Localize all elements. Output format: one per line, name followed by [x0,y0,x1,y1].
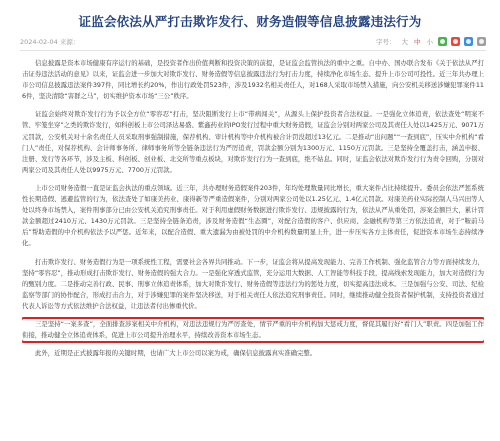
font-size-small[interactable]: 小 [426,37,433,46]
article-paragraph: 证监会始终对欺诈发行行为予以全方位“零容忍”打击，坚决阻断发行上市“带病闯关”，从源头上保护投资者合法权益。一是强化立体追责，依法查处“明案不管、牢笼坐穿”之类的欺诈发行，如科创板上市公司泽达易盛、紫鑫药业的IPO发行过程中重大财务造假，证监会分别对两家公司及其责任人处以1425万元、9071万元罚款，公安机关对十余名责任人员采取刑事强制措施，保荐机构、审计机构等中介机构被合计罚没超过13亿元。二是推动“出问题”“一查到底”，压实中介机构“看门人”责任，对保荐机构、会计师事务所、律师事务所等全链条违法行为严厉追责，罚款金额分别为1300万元、1150万元罚款。三是坚持全覆盖打击，涵盖申报、注册、发行等各环节，涉及主板、科创板、创业板、北交所等重点板块，对欺诈发行行为一查到底，绝不姑息。同时，证监会依法对欺诈发行行为责令回购，分别对两家公司及其责任人处以9975万元、7700万元罚款。 [22,110,484,174]
font-size-label: 字号： [376,37,396,46]
copy-link-icon[interactable] [477,37,486,46]
article-meta [20,34,486,48]
wechat-icon[interactable] [438,37,447,46]
font-size-medium[interactable]: 中 [414,37,421,46]
weibo-icon[interactable] [451,37,460,46]
highlighted-paragraph: 三是坚持“一案多查”，全面排查涉案相关中介机构，对违法违规行为严厉查处，情节严重的中介机构加大惩戒力度，督促其履行好“看门人”职责。四是加强工作衔接，推动健全立体追责体系，促进上市公司提升治理水平，持续改善资本市场生态。 [22,319,484,341]
article-toolbar [376,37,486,46]
article-paragraph: 上市公司财务造假一直是证监会执法的重点领域。近三年，共办理财务造假案件203件，年均处理数量同比增长，重大案件占比持续提升。委员会依法严惩系统性长期造假、逃避监管的行为，依法查处了如康美药业、康得新等严重造假案件，分别对两家公司处以1.25亿元、1.4亿元罚款。对康美药业实际控制人马兴田等人处以终身市场禁入，案件刑事部分已由公安机关追究刑事责任。对于利用虚假财务数据进行欺诈发行、违规披露的行为，依法从严从重处罚，涉案金额巨大，累计罚款金额超过2410万元、1430万元罚款。三是坚持全链条追责，涉及财务造假“生态圈”，对配合造假的客户、供应商、金融机构等第三方依法追责，对于“鞍前马后”帮助造假的中介机构依法予以严惩。近年来，以配合造假、重大遗漏为由被处罚的中介机构数量明显上升，进一步压实各方主体责任，促进资本市场生态持续净化。 [22,183,484,248]
article-paragraph: 此外，近期是正式披露年报的关键时期，也请广大上市公司以案为戒，确保信息披露真实准确完整。 [35,349,317,358]
article-paragraph: 打击欺诈发行、财务造假行为是一项系统性工程，需要社会各界共同推动。下一步，证监会将从提高发现能力、完善工作机制、强化监管合力等方面持续发力，坚持“零容忍”，推动形成打击欺诈发行、财务造假的强大合力。一是强化穿透式监管，充分运用大数据、人工智能等科技手段，提高线索发现能力，加大对造假行为的甄别力度。二是推动完善行政、民事、刑事立体追责体系，加大对欺诈发行、财务造假等违法行为的惩处力度，切实提高违法成本。三是加强与公安、司法、纪检监察等部门的协作配合，形成打击合力，对于涉嫌犯罪的案件坚决移送，对于相关责任人依法追究刑事责任。同时，继续推动健全投资者保护机制，支持投资者通过代表人诉讼等方式依法维护合法权益，让违法者付出惨重代价。 [22,257,484,310]
article-paragraph: 信息披露是资本市场健康有序运行的基础，是投资者作出价值判断和投资决策的前提，是证监会监管执法的重中之重。自中办、国办联合发布《关于依法从严打击证券违法活动的意见》以来，证监会进一步加大对欺诈发行、财务造假等信息披露违法行为打击力度，持续净化市场生态、提升上市公司可投性。近三年共办理上市公司信息披露违法案件397件，同比增长约20%，作出行政处罚523件，涉及1932名相关责任人，对168人采取市场禁入措施，向公安机关移送涉嫌犯罪案件116件，坚决清除“害群之马”，切实维护资本市场“三公”秩序。 [22,59,484,101]
article-body [22,58,484,441]
header-divider [20,50,486,51]
font-size-large[interactable]: 大 [401,37,408,46]
publish-date: 2024-02-04 来源： [20,37,80,46]
qq-icon[interactable] [464,37,473,46]
article-title: 证监会依法从严打击欺诈发行、财务造假等信息披露违法行为 [78,14,422,29]
